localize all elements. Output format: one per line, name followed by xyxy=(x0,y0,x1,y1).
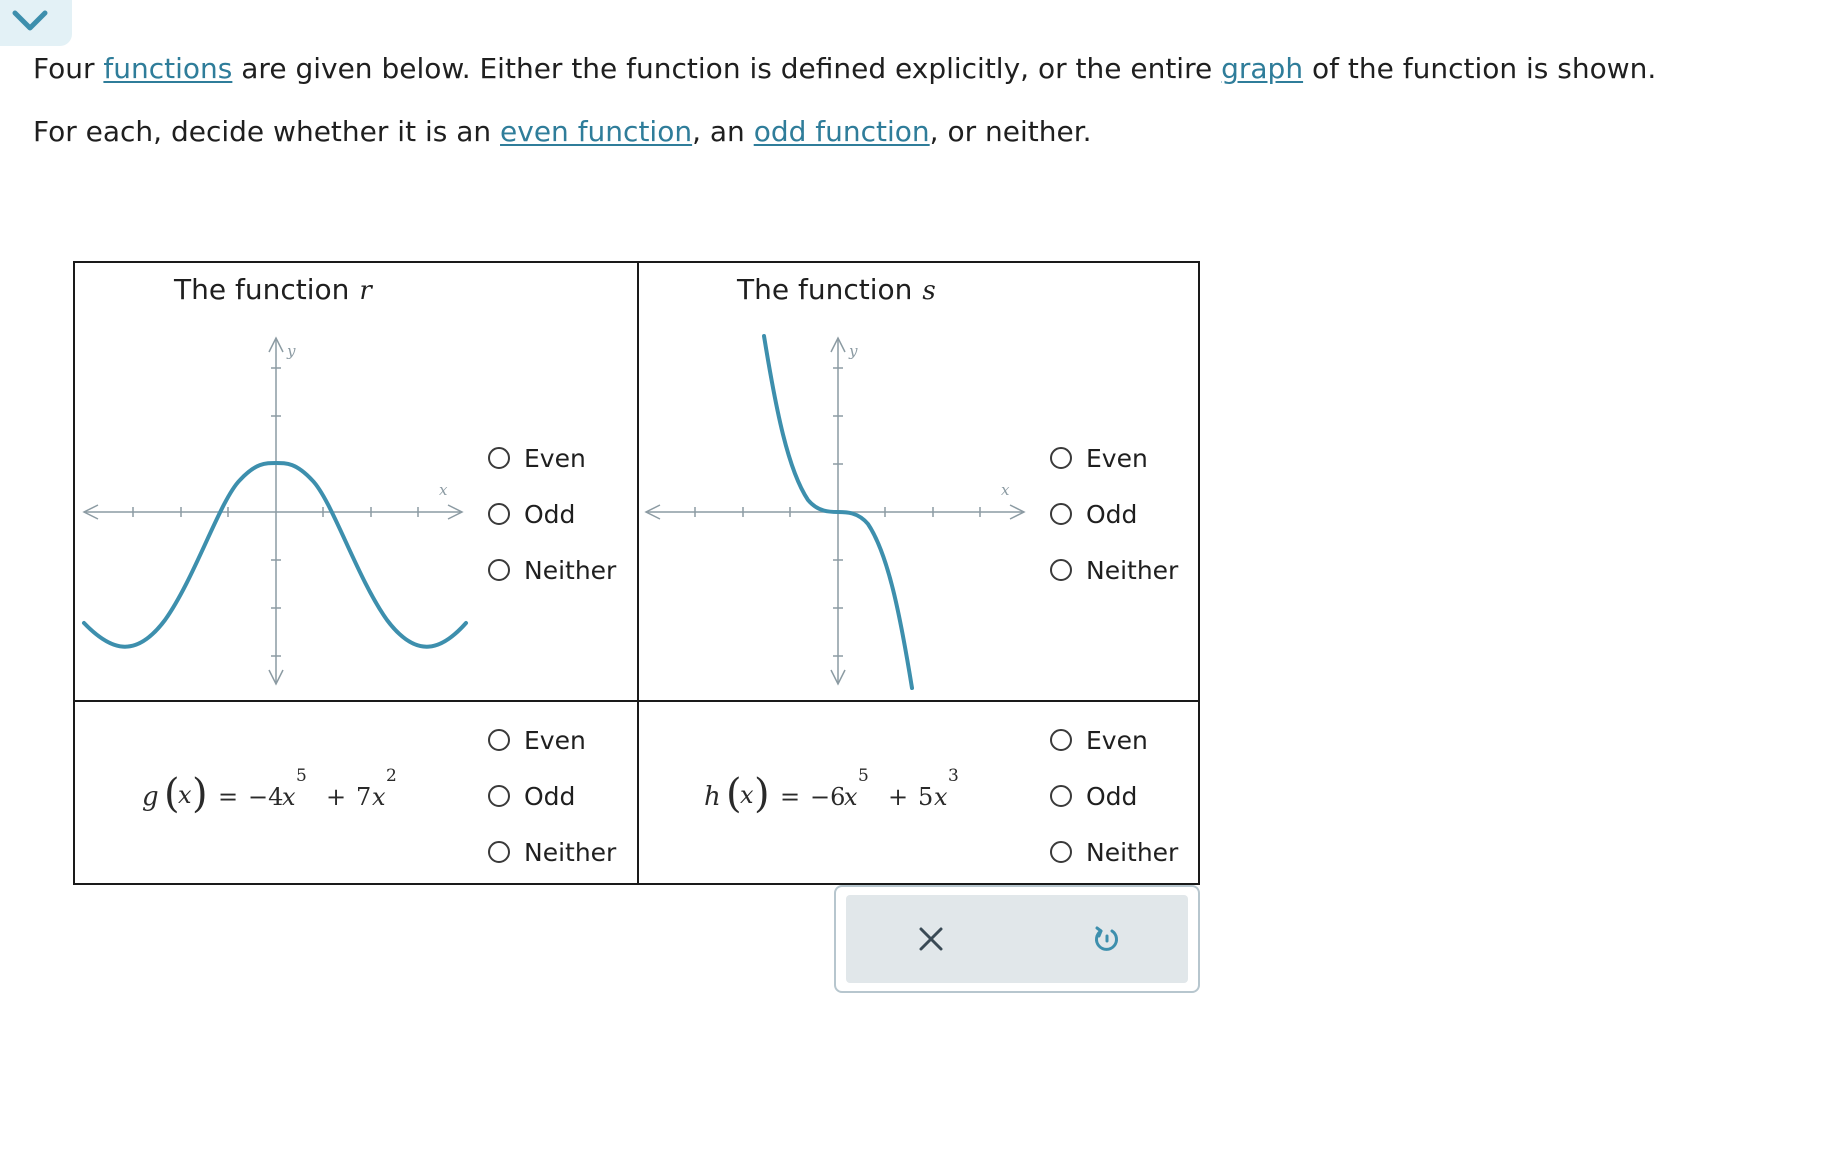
option-label: Even xyxy=(1086,725,1148,755)
function-r-title-text: The function xyxy=(174,273,350,306)
option-even-g[interactable] xyxy=(488,712,616,768)
function-s-title xyxy=(737,273,936,306)
radio-circle[interactable] xyxy=(488,503,510,525)
function-name: h xyxy=(704,782,721,812)
option-label: Odd xyxy=(1086,781,1138,811)
option-even-r[interactable] xyxy=(488,430,616,486)
undo-button[interactable] xyxy=(1022,895,1192,983)
options-h xyxy=(1050,712,1178,880)
graph-link[interactable]: graph xyxy=(1221,52,1304,85)
option-label: Odd xyxy=(524,499,576,529)
radio-circle[interactable] xyxy=(1050,841,1072,863)
row-divider xyxy=(73,700,1200,702)
option-label: Neither xyxy=(1086,837,1179,867)
odd-function-link[interactable]: odd function xyxy=(753,115,930,148)
option-odd-r[interactable] xyxy=(488,486,616,542)
option-label: Odd xyxy=(1086,499,1138,529)
option-label: Even xyxy=(524,443,586,473)
exponent-2: 2 xyxy=(386,766,397,786)
coefficient-2: 5 xyxy=(918,783,934,811)
function-r-name: r xyxy=(359,276,372,306)
option-label: Even xyxy=(1086,443,1148,473)
paren-left: ( xyxy=(726,771,742,817)
variable-2: x xyxy=(372,783,386,811)
radio-circle[interactable] xyxy=(488,559,510,581)
x-axis-label: x xyxy=(439,481,448,499)
graph-r xyxy=(80,330,480,695)
option-label: Even xyxy=(524,725,586,755)
options-r xyxy=(488,430,616,598)
equals-sign: = xyxy=(780,783,801,811)
undo-icon xyxy=(1092,924,1122,954)
option-neither-r[interactable] xyxy=(488,542,616,598)
column-divider xyxy=(637,261,639,885)
collapse-toggle[interactable] xyxy=(0,0,72,46)
intro-text: are given below. Either the function is defined explicitly, or the entire xyxy=(232,52,1222,85)
function-r-title xyxy=(174,273,372,306)
option-odd-h[interactable] xyxy=(1050,768,1178,824)
radio-circle[interactable] xyxy=(1050,559,1072,581)
coefficient-1: −4 xyxy=(248,783,284,811)
variable-1: x xyxy=(282,783,296,811)
options-g xyxy=(488,712,616,880)
option-neither-g[interactable] xyxy=(488,824,616,880)
radio-circle[interactable] xyxy=(1050,503,1072,525)
radio-circle[interactable] xyxy=(1050,447,1072,469)
graph-s xyxy=(640,330,1040,695)
intro-line-2 xyxy=(33,115,1092,148)
formula-g xyxy=(134,755,434,825)
exponent-1: 5 xyxy=(296,766,307,786)
option-label: Odd xyxy=(524,781,576,811)
clear-button[interactable] xyxy=(846,895,1016,983)
option-neither-h[interactable] xyxy=(1050,824,1178,880)
radio-circle[interactable] xyxy=(1050,785,1072,807)
paren-left: ( xyxy=(164,771,180,817)
answer-action-panel xyxy=(834,885,1200,993)
intro-text: of the function is shown. xyxy=(1303,52,1657,85)
radio-circle[interactable] xyxy=(488,785,510,807)
argument: x xyxy=(178,781,192,809)
variable-1: x xyxy=(844,783,858,811)
even-function-link[interactable]: even function xyxy=(500,115,693,148)
intro-line-1 xyxy=(33,52,1657,85)
intro-text: , an xyxy=(692,115,754,148)
plus-sign: + xyxy=(888,783,909,811)
coefficient-1: −6 xyxy=(810,783,846,811)
plus-sign: + xyxy=(326,783,347,811)
function-r-curve xyxy=(84,463,466,647)
intro-text: Four xyxy=(33,52,104,85)
argument: x xyxy=(740,781,754,809)
options-s xyxy=(1050,430,1178,598)
option-even-h[interactable] xyxy=(1050,712,1178,768)
action-bar xyxy=(846,895,1188,983)
intro-text: For each, decide whether it is an xyxy=(33,115,501,148)
exponent-1: 5 xyxy=(858,766,869,786)
function-name: g xyxy=(142,782,159,812)
radio-circle[interactable] xyxy=(488,447,510,469)
option-odd-s[interactable] xyxy=(1050,486,1178,542)
function-s-title-text: The function xyxy=(737,273,913,306)
option-neither-s[interactable] xyxy=(1050,542,1178,598)
paren-right: ) xyxy=(754,771,770,817)
radio-circle[interactable] xyxy=(488,841,510,863)
option-label: Neither xyxy=(524,555,617,585)
functions-link[interactable]: functions xyxy=(103,52,233,85)
paren-right: ) xyxy=(192,771,208,817)
option-odd-g[interactable] xyxy=(488,768,616,824)
option-label: Neither xyxy=(524,837,617,867)
y-axis-label: y xyxy=(287,342,296,360)
radio-circle[interactable] xyxy=(488,729,510,751)
x-axis-label: x xyxy=(1001,481,1010,499)
option-even-s[interactable] xyxy=(1050,430,1178,486)
exponent-2: 3 xyxy=(948,766,959,786)
equals-sign: = xyxy=(218,783,239,811)
y-axis-label: y xyxy=(849,342,858,360)
chevron-down-icon xyxy=(10,6,50,36)
intro-text: , or neither. xyxy=(929,115,1092,148)
radio-circle[interactable] xyxy=(1050,729,1072,751)
x-icon xyxy=(916,924,946,954)
formula-h xyxy=(696,755,996,825)
function-s-name: s xyxy=(922,276,936,306)
coefficient-2: 7 xyxy=(356,783,372,811)
variable-2: x xyxy=(934,783,948,811)
option-label: Neither xyxy=(1086,555,1179,585)
